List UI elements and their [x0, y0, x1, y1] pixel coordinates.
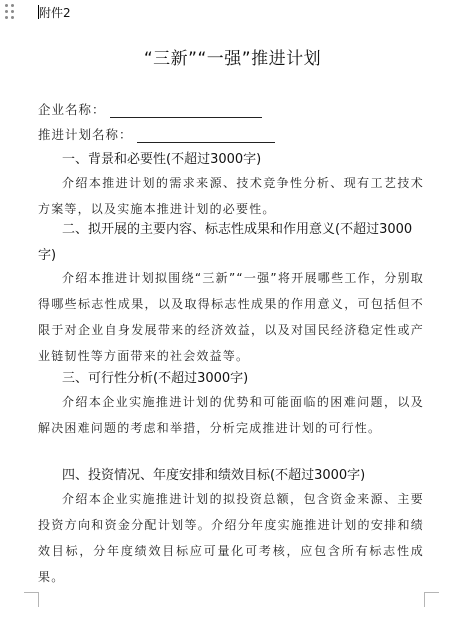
company-name-label: 企业名称：	[38, 102, 106, 117]
section-3-body: 介绍本企业实施推进计划的优势和可能面临的困难问题，以及解决困难问题的考虑和举措，分析完成推进计划的可行性。	[38, 395, 424, 435]
page-corner-mark-bottom-right	[424, 592, 439, 607]
attachment-label: 附件2	[39, 6, 71, 20]
page-corner-mark-bottom-left	[24, 592, 39, 607]
plan-name-blank-line[interactable]	[137, 128, 275, 143]
section-4-body: 介绍本企业实施推进计划的拟投资总额，包含资金来源、主要投资方向和资金分配计划等。介绍分年度实施推进计划的安排和绩效目标，分年度绩效目标应可量化可考核，应包含所有标志性成果。	[38, 492, 424, 584]
plan-name-field	[38, 127, 275, 143]
section-1-heading: 一、背景和必要性(不超过3000字)	[62, 152, 262, 167]
section-2-heading: 二、拟开展的主要内容、标志性成果和作用意义(不超过3000字)	[38, 222, 413, 263]
section-3-heading: 三、可行性分析(不超过3000字)	[62, 371, 249, 386]
section-2-body: 介绍本推进计划拟围绕“三新”“一强”将开展哪些工作，分别取得哪些标志性成果，以及取得标志性成果的作用意义，可包括但不限于对企业自身发展带来的经济效益，以及对国民经济稳定性或产业链韧性等方面带来的社会效益等。	[38, 271, 424, 363]
section-1-body: 介绍本推进计划的需求来源、技术竞争性分析、现有工艺技术方案等，以及实施本推进计划的必要性。	[38, 176, 424, 216]
company-name-blank-line[interactable]	[110, 103, 262, 118]
attachment-label-line[interactable]	[38, 5, 71, 21]
company-name-field	[38, 102, 262, 118]
drag-handle-icon[interactable]	[5, 4, 17, 22]
document-title: “三新”“一强”推进计划	[143, 49, 322, 69]
plan-name-label: 推进计划名称：	[38, 127, 133, 142]
section-4-heading: 四、投资情况、年度安排和绩效目标(不超过3000字)	[62, 468, 366, 483]
